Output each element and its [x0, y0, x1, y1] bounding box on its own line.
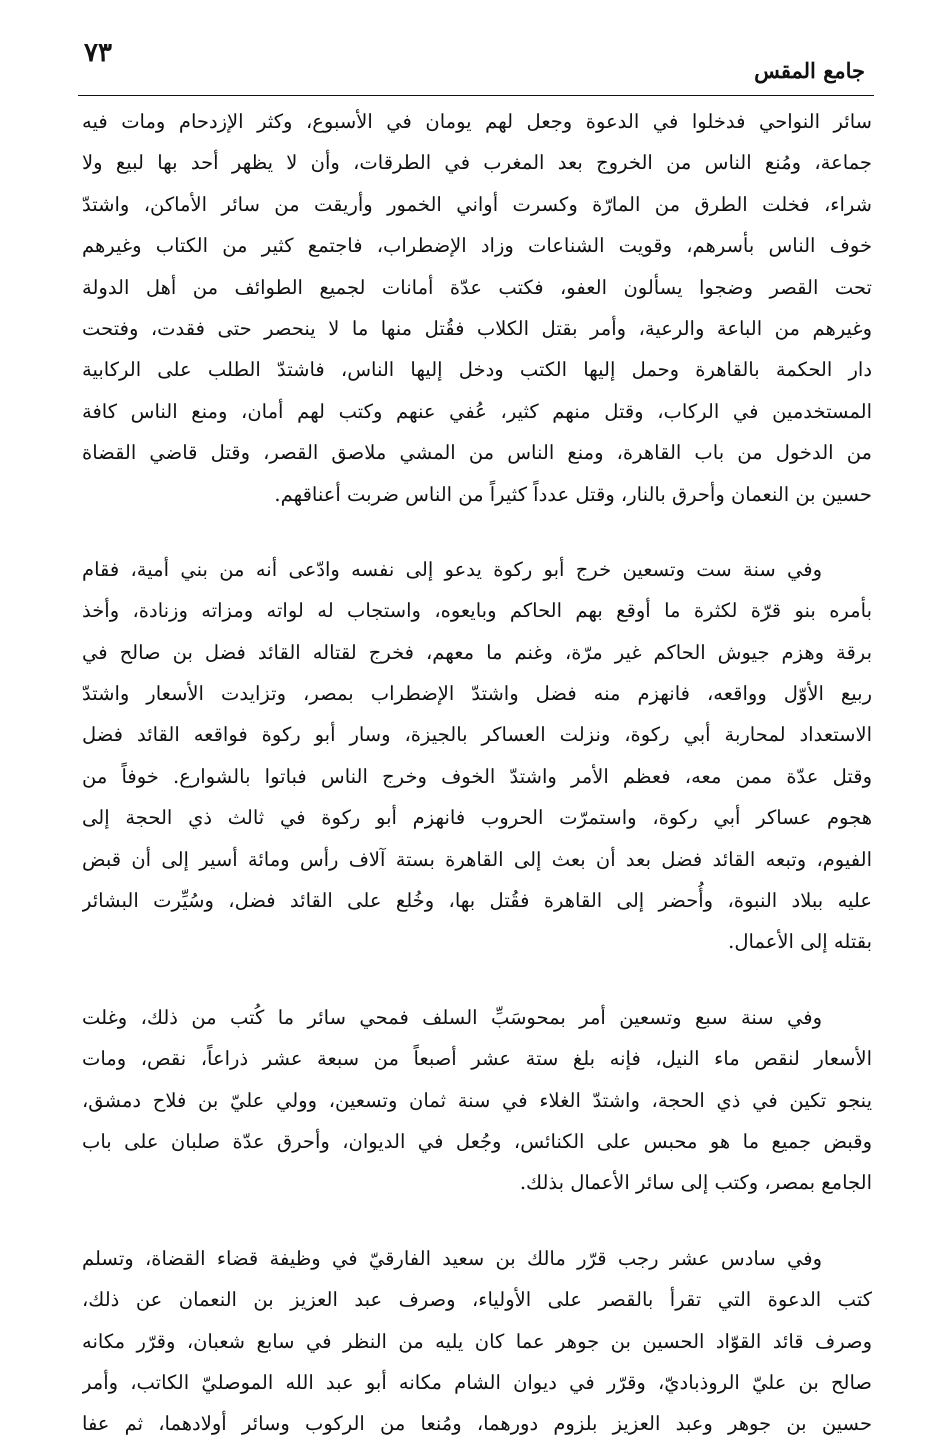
- text-line: الفيوم، وتبعه القائد فضل بعد أن بعث إلى القاهرة بستة آلاف رأس ومائة أسير إلى أن قبض: [82, 847, 872, 871]
- text-line: وصرف قائد القوّاد الحسين بن جوهر عما كان يليه من النظر في سابع شعبان، وقرّر مكانه: [82, 1329, 872, 1353]
- text-line: برقة وهزم جيوش الحاكم غير مرّة، وغنم ما معهم، فخرج لقتاله القائد فضل بن صالح في: [82, 640, 872, 664]
- text-line: كتب الدعوة التي تقرأ بالقصر على الأولياء، وصرف عبد العزيز بن النعمان عن ذلك،: [82, 1288, 872, 1312]
- text-line: حسين بن جوهر وعبد العزيز بلزوم دورهما، ومُنعا من الركوب وسائر أولادهما، ثم عفا: [82, 1412, 872, 1436]
- text-line: سائر النواحي فدخلوا في الدعوة وجعل لهم يومان في الأسبوع، وكثر الإزدحام ومات فيه: [82, 110, 872, 133]
- text-line: الجامع بمصر، وكتب إلى سائر الأعمال بذلك.: [519, 1171, 872, 1195]
- text-line: وفي سادس عشر رجب قرّر مالك بن سعيد الفارقيّ في وظيفة قضاء القضاة، وتسلم: [82, 1246, 822, 1270]
- text-line: شراء، فخلت الطرق من المارّة وكسرت أواني الخمور وأريقت من سائر الأماكن، واشتدّ: [82, 192, 872, 216]
- paragraph-gap: [82, 1204, 872, 1238]
- paragraph-gap: [82, 963, 872, 997]
- text-line: الأسعار لنقص ماء النيل، فإنه بلغ ستة عشر أصبعاً من سبعة عشر ذراعاً، نقص، ومات: [82, 1047, 872, 1071]
- running-title: جامع المقس: [754, 58, 865, 83]
- text-line: خوف الناس بأسرهم، وقويت الشناعات وزاد الإضطراب، فاجتمع كثير من الكتاب وغيرهم: [82, 234, 872, 258]
- text-line: دار الحكمة بالقاهرة وحمل إليها الكتب ودخل إليها الناس، فاشتدّ الطلب على الركابية: [82, 358, 872, 382]
- text-line: جماعة، ومُنع الناس من الخروج بعد المغرب في الطرقات، وأن لا يظهر أحد بها لبيع ولا: [82, 151, 872, 175]
- text-line: ينجو تكين في ذي الحجة، واشتدّ الغلاء في سنة ثمان وتسعين، وولي عليّ بن فلاح دمشق،: [82, 1088, 872, 1112]
- text-line: وفي سنة ست وتسعين خرج أبو ركوة يدعو إلى نفسه وادّعى أنه من بني أمية، فقام: [82, 557, 822, 581]
- paragraph-4: [82, 1238, 872, 1445]
- body-text: [82, 101, 872, 1445]
- text-line: ربيع الأوّل وواقعه، فانهزم منه فضل واشتدّ الإضطراب بمصر، وتزايدت الأسعار واشتدّ: [82, 682, 872, 706]
- text-line: صالح بن عليّ الروذباديّ، وقرّر في ديوان الشام مكانه أبو عبد الله الموصليّ الكاتب، وأمر: [82, 1370, 872, 1394]
- text-line: حسين بن النعمان وأحرق بالنار، وقتل عدداً كثيراً من الناس ضربت أعناقهم.: [274, 482, 872, 506]
- paragraph-1: [82, 101, 872, 515]
- text-line: تحت القصر وضجوا يسألون العفو، فكتب عدّة أمانات لجميع الطوائف من أهل الدولة: [82, 275, 872, 299]
- paragraph-gap: [82, 515, 872, 549]
- text-line: وقبض جميع ما هو محبس على الكنائس، وجُعل في الديوان، وأحرق عدّة صلبان على باب: [82, 1129, 872, 1153]
- text-line: الاستعداد لمحاربة أبي ركوة، ونزلت العساكر بالجيزة، وسار أبو ركوة فواقعه القائد فضل: [82, 723, 872, 747]
- header-rule: [78, 95, 874, 96]
- text-line: بأمره بنو قرّة لكثرة ما أوقع بهم الحاكم وبايعوه، واستجاب له لواته ومزاته وزنادة، وأخذ: [82, 599, 872, 623]
- page-number: ٧٣: [84, 38, 112, 68]
- text-line: بقتله إلى الأعمال.: [728, 930, 872, 954]
- text-line: وغيرهم من الباعة والرعية، وأمر بقتل الكلاب فقُتل منها ما لا ينحصر حتى فقدت، وفتحت: [82, 316, 872, 340]
- text-line: وقتل عدّة ممن معه، فعظم الأمر واشتدّ الخوف وخرج الناس فباتوا بالشوارع. خوفاً من: [82, 764, 872, 788]
- text-line: هجوم عساكر أبي ركوة، واستمرّت الحروب فانهزم أبو ركوة في ثالث ذي الحجة إلى: [82, 806, 872, 830]
- paragraph-2: [82, 549, 872, 963]
- text-line: المستخدمين في الركاب، وقتل منهم كثير، عُفي عنهم وكتب لهم أمان، ومنع الناس كافة: [82, 399, 872, 423]
- paragraph-3: [82, 997, 872, 1204]
- text-line: عليه ببلاد النبوة، وأُحضر إلى القاهرة فقُتل بها، وخُلع على القائد فضل، وسُيِّرت البشائر: [82, 889, 872, 913]
- text-line: من الدخول من باب القاهرة، ومنع الناس من المشي ملاصق القصر، وقتل قاضي القضاة: [82, 441, 872, 465]
- text-line: وفي سنة سبع وتسعين أمر بمحوسَبِّ السلف فمحي سائر ما كُتب من ذلك، وغلت: [82, 1005, 822, 1029]
